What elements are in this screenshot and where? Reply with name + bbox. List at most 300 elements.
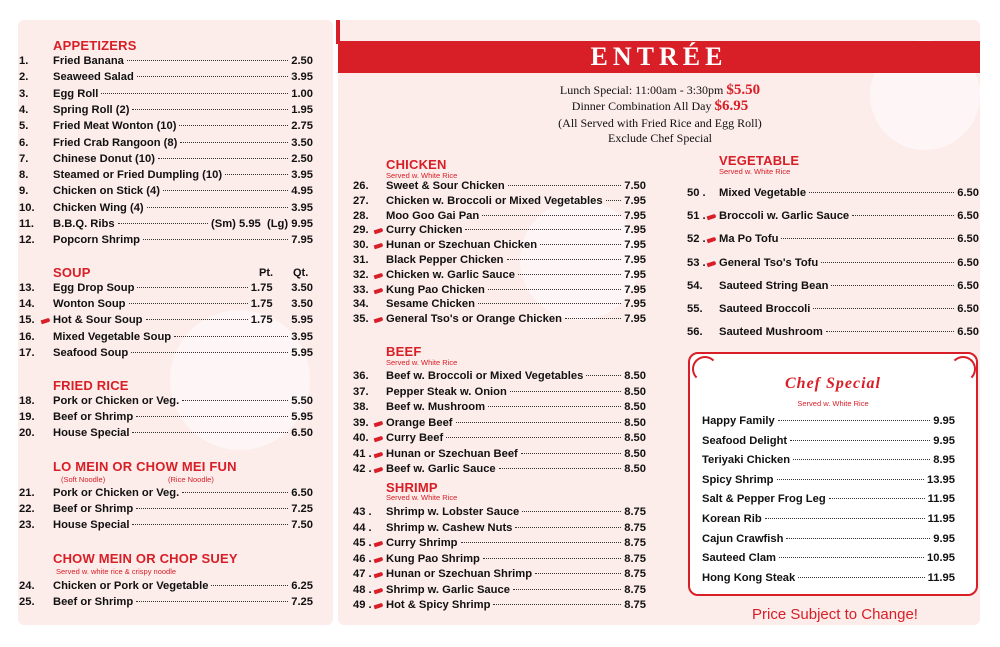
menu-item-row	[353, 506, 646, 521]
price-notice: Price Subject to Change!	[752, 606, 918, 623]
dot-leader	[132, 524, 288, 525]
item-price: 7.95	[624, 313, 646, 326]
item-price: 8.50	[624, 447, 646, 460]
item-name: Pepper Steak w. Onion	[386, 385, 507, 398]
chili-pepper-icon	[374, 420, 384, 427]
item-number: 44 .	[353, 521, 372, 534]
item-number: 45 .	[353, 537, 372, 549]
dot-leader	[180, 142, 288, 143]
item-name: Popcorn Shrimp	[53, 234, 141, 247]
item-number: 17.	[19, 346, 35, 359]
dot-leader	[513, 589, 621, 590]
menu-item-row	[19, 347, 313, 362]
dot-leader	[146, 319, 248, 320]
item-price: 8.75	[624, 521, 646, 534]
item-name: Kung Pao Chicken	[386, 283, 485, 296]
menu-item-row	[19, 202, 313, 217]
dot-leader	[147, 207, 289, 208]
item-name: Fried Crab Rangoon (8)	[53, 136, 178, 149]
item-name: General Tso's Tofu	[719, 256, 819, 269]
item-price: 8.50	[624, 416, 646, 429]
item-price: 8.50	[624, 463, 646, 475]
dot-leader	[137, 76, 288, 77]
chili-pepper-icon	[707, 260, 717, 267]
item-number: 42 .	[353, 463, 372, 475]
chili-pepper-icon	[374, 273, 384, 280]
item-number: 28.	[353, 209, 369, 222]
item-number: 50 .	[687, 187, 706, 199]
item-name: Sauteed Broccoli	[719, 303, 811, 315]
dot-leader	[515, 527, 621, 528]
menu-item-row	[702, 552, 955, 567]
item-name: Hunan or Szechuan Shrimp	[386, 568, 533, 580]
item-price: 3.95	[291, 71, 313, 84]
item-name: Happy Family	[702, 415, 775, 427]
item-name: Salt & Pepper Frog Leg	[702, 493, 826, 506]
item-price: 13.95	[927, 473, 955, 486]
item-price: 8.50	[624, 370, 646, 382]
item-price: 8.75	[624, 583, 646, 596]
item-name: Sauteed Mushroom	[719, 326, 823, 339]
item-price: 1.75 3.50	[250, 298, 313, 311]
dot-leader	[765, 518, 925, 519]
menu-item-row	[19, 71, 313, 86]
item-number: 49 .	[353, 599, 372, 611]
menu-item-row	[19, 104, 313, 119]
vegetable-note: Served w. White Rice	[719, 167, 791, 176]
item-name: Chinese Donut (10)	[53, 152, 155, 165]
item-name: Pork or Chicken or Veg.	[53, 395, 180, 407]
item-number: 33.	[353, 283, 369, 296]
item-price: 8.75	[624, 568, 646, 580]
section-title-vegetable: VEGETABLE	[719, 153, 800, 168]
section-title-soup: SOUP	[53, 265, 91, 280]
dot-leader	[521, 453, 621, 454]
dot-leader	[137, 287, 247, 288]
item-number: 46 .	[353, 552, 372, 565]
item-name: Black Pepper Chicken	[386, 254, 504, 266]
shrimp-note: Served w. White Rice	[386, 493, 458, 502]
item-name: House Special	[53, 427, 130, 440]
item-price: 8.50	[624, 385, 646, 398]
item-number: 30.	[353, 239, 369, 252]
item-name: Hunan or Szechuan Beef	[386, 447, 518, 460]
dot-leader	[781, 238, 954, 239]
item-number: 39.	[353, 416, 369, 429]
dot-leader	[158, 158, 288, 159]
item-name: Beef or Shrimp	[53, 503, 134, 516]
item-name: Chicken or Pork or Vegetable	[53, 580, 209, 592]
item-name: General Tso's or Orange Chicken	[386, 313, 562, 326]
item-name: Mixed Vegetable	[719, 187, 807, 199]
menu-item-row	[19, 169, 313, 184]
menu-item-row	[702, 513, 955, 528]
chili-pepper-icon	[374, 556, 384, 563]
item-name: Sesame Chicken	[386, 298, 475, 311]
item-number: 47 .	[353, 568, 372, 580]
item-number: 54.	[687, 279, 703, 292]
item-name: Chicken w. Broccoli or Mixed Vegetables	[386, 194, 603, 207]
item-number: 19.	[19, 411, 35, 424]
menu-item-row	[19, 519, 313, 534]
menu-item-row	[353, 568, 646, 583]
item-name: Fried Meat Wonton (10)	[53, 120, 177, 133]
menu-item-row	[687, 280, 979, 295]
item-name: Curry Beef	[386, 432, 444, 444]
item-number: 11.	[19, 218, 34, 230]
item-number: 26.	[353, 180, 369, 192]
dot-leader	[510, 391, 621, 392]
item-price: 8.50	[624, 401, 646, 413]
item-price: 2.50	[291, 152, 313, 165]
dot-leader	[586, 375, 621, 376]
item-price: 6.50	[957, 210, 979, 223]
item-number: 9.	[19, 185, 29, 198]
item-price: 7.50	[291, 519, 313, 532]
dot-leader	[136, 508, 288, 509]
item-name: Egg Drop Soup	[53, 282, 135, 294]
chili-pepper-icon	[374, 451, 384, 458]
dot-leader	[461, 542, 622, 543]
dot-leader	[535, 573, 621, 574]
chili-pepper-icon	[374, 287, 384, 294]
dot-leader	[565, 318, 621, 319]
menu-item-row	[353, 522, 646, 537]
item-number: 41 .	[353, 447, 372, 460]
item-number: 15.	[19, 314, 35, 327]
menu-item-row	[687, 326, 979, 341]
menu-item-row	[353, 210, 646, 225]
menu-item-row	[353, 195, 646, 210]
item-price: (Sm) 5.95 (Lg) 9.95	[211, 218, 313, 230]
item-name: Seafood Delight	[702, 434, 788, 447]
menu-item-row	[353, 224, 646, 239]
dot-leader	[826, 331, 954, 332]
soft-noodle-note: (Soft Noodle)	[61, 475, 106, 484]
item-number: 16.	[19, 330, 35, 343]
quart-header: Qt.	[293, 267, 309, 279]
item-number: 8.	[19, 169, 29, 182]
item-price: 1.75 3.50	[250, 282, 313, 294]
menu-item-row	[687, 303, 979, 318]
item-name: Chicken on Stick (4)	[53, 185, 160, 198]
item-number: 23.	[19, 519, 35, 532]
dot-leader	[777, 479, 925, 480]
item-name: Hot & Sour Soup	[53, 314, 143, 327]
item-price: 2.50	[291, 55, 313, 67]
dot-leader	[508, 185, 621, 186]
menu-item-row	[702, 493, 955, 508]
dot-leader	[793, 459, 930, 460]
item-name: Teriyaki Chicken	[702, 454, 791, 467]
item-number: 1.	[19, 55, 29, 67]
chili-pepper-icon	[374, 572, 384, 579]
menu-item-row	[702, 415, 955, 430]
dot-leader	[522, 511, 621, 512]
item-name: Moo Goo Gai Pan	[386, 209, 480, 222]
item-name: Shrimp w. Cashew Nuts	[386, 521, 513, 534]
menu-item-row	[353, 239, 646, 254]
item-name: Fried Banana	[53, 55, 124, 67]
menu-item-row	[353, 599, 646, 614]
item-price: 5.95	[291, 346, 313, 359]
chow-mein-note: Served w. white rice & crispy noodle	[56, 567, 177, 576]
menu-item-row	[353, 254, 646, 269]
item-number: 18.	[19, 395, 35, 407]
section-title-fried-rice: FRIED RICE	[53, 378, 129, 393]
item-name: Seaweed Salad	[53, 71, 134, 84]
item-price: 9.95	[933, 532, 955, 545]
menu-item-row	[687, 233, 979, 248]
dot-leader	[132, 109, 288, 110]
chili-pepper-icon	[374, 317, 384, 324]
item-price: 1.95	[291, 103, 313, 116]
chili-pepper-icon	[374, 436, 384, 443]
item-number: 32.	[353, 268, 369, 281]
item-price: 6.50	[957, 256, 979, 269]
dot-leader	[831, 285, 954, 286]
item-number: 38.	[353, 401, 369, 413]
dot-leader	[493, 604, 621, 605]
menu-item-row	[353, 401, 646, 416]
menu-item-row	[19, 185, 313, 200]
lunch-special: Lunch Special: 11:00am - 3:30pm $5.50	[559, 82, 761, 98]
item-price: 7.95	[291, 234, 313, 247]
dot-leader	[540, 244, 621, 245]
item-number: 4.	[19, 103, 29, 116]
dot-leader	[131, 352, 288, 353]
dot-leader	[211, 585, 288, 586]
menu-item-row	[19, 298, 313, 313]
chef-special-title: Chef Special	[785, 375, 881, 392]
item-number: 3.	[19, 87, 29, 100]
item-number: 5.	[19, 120, 29, 133]
menu-item-row	[353, 584, 646, 599]
dot-leader	[182, 400, 288, 401]
item-name: Pork or Chicken or Veg.	[53, 487, 180, 499]
menu-item-row	[353, 180, 646, 195]
rice-noodle-note: (Rice Noodle)	[168, 475, 214, 484]
item-name: Steamed or Fried Dumpling (10)	[53, 169, 223, 182]
item-number: 35.	[353, 313, 369, 326]
item-name: Mixed Vegetable Soup	[53, 330, 172, 343]
item-name: Sweet & Sour Chicken	[386, 180, 505, 192]
item-name: Hong Kong Steak	[702, 571, 796, 584]
dinner-combination: Dinner Combination All Day $6.95	[571, 98, 749, 114]
item-price: 5.50	[291, 395, 313, 407]
item-price: 2.75	[291, 120, 313, 133]
menu-item-row	[353, 269, 646, 284]
item-price: 7.95	[624, 283, 646, 296]
beef-note: Served w. White Rice	[386, 358, 458, 367]
item-number: 22.	[19, 503, 35, 516]
dot-leader	[118, 223, 208, 224]
item-name: Seafood Soup	[53, 346, 129, 359]
item-number: 25.	[19, 596, 35, 609]
item-number: 13.	[19, 282, 35, 294]
item-name: Beef or Shrimp	[53, 596, 134, 609]
menu-item-row	[19, 503, 313, 518]
item-price: 7.95	[624, 194, 646, 207]
section-title-shrimp: SHRIMP	[386, 480, 438, 495]
menu-item-row	[353, 553, 646, 568]
item-name: Hunan or Szechuan Chicken	[386, 239, 538, 252]
menu-item-row	[19, 120, 313, 135]
dot-leader	[518, 274, 621, 275]
item-price: 8.75	[624, 537, 646, 549]
item-name: Egg Roll	[53, 87, 99, 100]
chili-pepper-icon	[374, 541, 384, 548]
menu-item-row	[353, 284, 646, 299]
item-price: 6.50	[957, 279, 979, 292]
menu-item-row	[19, 234, 313, 249]
item-number: 36.	[353, 370, 369, 382]
item-name: Wonton Soup	[53, 298, 126, 311]
section-title-lo-mein: LO MEIN OR CHOW MEI FUN	[53, 459, 237, 474]
menu-item-row	[19, 596, 313, 611]
menu-item-row	[353, 417, 646, 432]
item-name: Korean Rib	[702, 513, 762, 525]
dot-leader	[813, 308, 954, 309]
menu-item-row	[702, 474, 955, 489]
dot-leader	[143, 239, 288, 240]
menu-item-row	[19, 487, 313, 502]
item-number: 29.	[353, 224, 369, 237]
item-price: 10.95	[927, 552, 955, 565]
item-price: 7.50	[624, 180, 646, 192]
item-number: 27.	[353, 194, 369, 207]
item-name: Chicken Wing (4)	[53, 201, 144, 214]
menu-item-row	[687, 257, 979, 272]
dot-leader	[779, 557, 924, 558]
item-name: House Special	[53, 519, 130, 532]
dot-leader	[786, 538, 930, 539]
item-price: 6.25	[291, 580, 313, 592]
dot-leader	[182, 492, 288, 493]
item-number: 51 .	[687, 210, 706, 223]
item-name: Shrimp w. Lobster Sauce	[386, 506, 520, 518]
chili-pepper-icon	[374, 587, 384, 594]
item-name: Curry Shrimp	[386, 537, 458, 549]
dot-leader	[136, 601, 288, 602]
menu-item-row	[19, 55, 313, 70]
item-name: Curry Chicken	[386, 224, 463, 237]
item-number: 10.	[19, 201, 35, 214]
item-price: 6.50	[291, 487, 313, 499]
menu-item-row	[702, 533, 955, 548]
item-number: 14.	[19, 298, 35, 311]
item-number: 37.	[353, 385, 369, 398]
chili-pepper-icon	[374, 603, 384, 610]
item-price: 3.95	[291, 169, 313, 182]
chili-pepper-icon	[374, 467, 384, 474]
dot-leader	[798, 577, 924, 578]
entree-banner: ENTRÉE	[338, 41, 980, 73]
item-number: 20.	[19, 427, 35, 440]
item-number: 6.	[19, 136, 29, 149]
dot-leader	[507, 259, 622, 260]
item-number: 52 .	[687, 233, 706, 246]
menu-item-row	[353, 432, 646, 447]
item-price: 8.75	[624, 506, 646, 518]
dot-leader	[488, 289, 621, 290]
item-price: 5.95	[291, 411, 313, 424]
dot-leader	[488, 406, 621, 407]
section-title-appetizers: APPETIZERS	[53, 38, 137, 53]
item-price: 6.50	[957, 187, 979, 199]
item-name: Spring Roll (2)	[53, 103, 130, 116]
menu-item-row	[687, 187, 979, 202]
dot-leader	[809, 192, 954, 193]
dot-leader	[482, 215, 621, 216]
item-number: 12.	[19, 234, 35, 247]
item-name: Spicy Shrimp	[702, 473, 774, 486]
dot-leader	[483, 558, 621, 559]
item-number: 55.	[687, 303, 703, 315]
dot-leader	[852, 215, 954, 216]
menu-item-row	[19, 314, 313, 329]
menu-item-row	[19, 218, 313, 233]
item-price: 6.50	[291, 427, 313, 440]
item-number: 24.	[19, 580, 35, 592]
menu-item-row	[353, 370, 646, 385]
menu-item-row	[702, 435, 955, 450]
menu-item-row	[19, 331, 313, 346]
dot-leader	[101, 93, 288, 94]
item-name: Orange Beef	[386, 416, 453, 429]
item-price: 4.95	[291, 185, 313, 198]
dot-leader	[163, 190, 288, 191]
item-name: Beef or Shrimp	[53, 411, 134, 424]
menu-item-row	[19, 580, 313, 595]
dot-leader	[129, 303, 248, 304]
item-number: 40.	[353, 432, 369, 444]
chili-pepper-icon	[374, 243, 384, 250]
item-price: 7.25	[291, 503, 313, 516]
item-number: 56.	[687, 326, 703, 339]
item-name: Sauteed String Bean	[719, 279, 829, 292]
dot-leader	[829, 498, 925, 499]
item-price: 7.95	[624, 224, 646, 237]
item-name: Broccoli w. Garlic Sauce	[719, 210, 850, 223]
menu-item-row	[19, 282, 313, 297]
menu-item-row	[19, 395, 313, 410]
special-exclusion: Exclude Chef Special	[608, 131, 712, 145]
item-number: 21.	[19, 487, 35, 499]
item-name: Ma Po Tofu	[719, 233, 779, 246]
item-number: 2.	[19, 71, 29, 84]
section-title-beef: BEEF	[386, 344, 422, 359]
item-price: 1.00	[291, 87, 313, 100]
item-number: 43 .	[353, 506, 372, 518]
item-price: 3.95	[291, 201, 313, 214]
chef-special-note: Served w. White Rice	[797, 399, 869, 408]
dot-leader	[225, 174, 288, 175]
dot-leader	[478, 303, 621, 304]
menu-item-row	[19, 411, 313, 426]
item-name: Sauteed Clam	[702, 552, 776, 565]
item-price: 8.75	[624, 599, 646, 611]
chili-pepper-icon	[41, 318, 51, 325]
menu-item-row	[702, 572, 955, 587]
section-title-chow-mein: CHOW MEIN OR CHOP SUEY	[53, 551, 238, 566]
menu-item-row	[353, 298, 646, 313]
dot-leader	[136, 416, 288, 417]
item-price: 3.95	[291, 330, 313, 343]
item-price: 8.75	[624, 552, 646, 565]
item-name: Chicken w. Garlic Sauce	[386, 268, 515, 281]
item-name: Beef w. Mushroom	[386, 401, 486, 413]
